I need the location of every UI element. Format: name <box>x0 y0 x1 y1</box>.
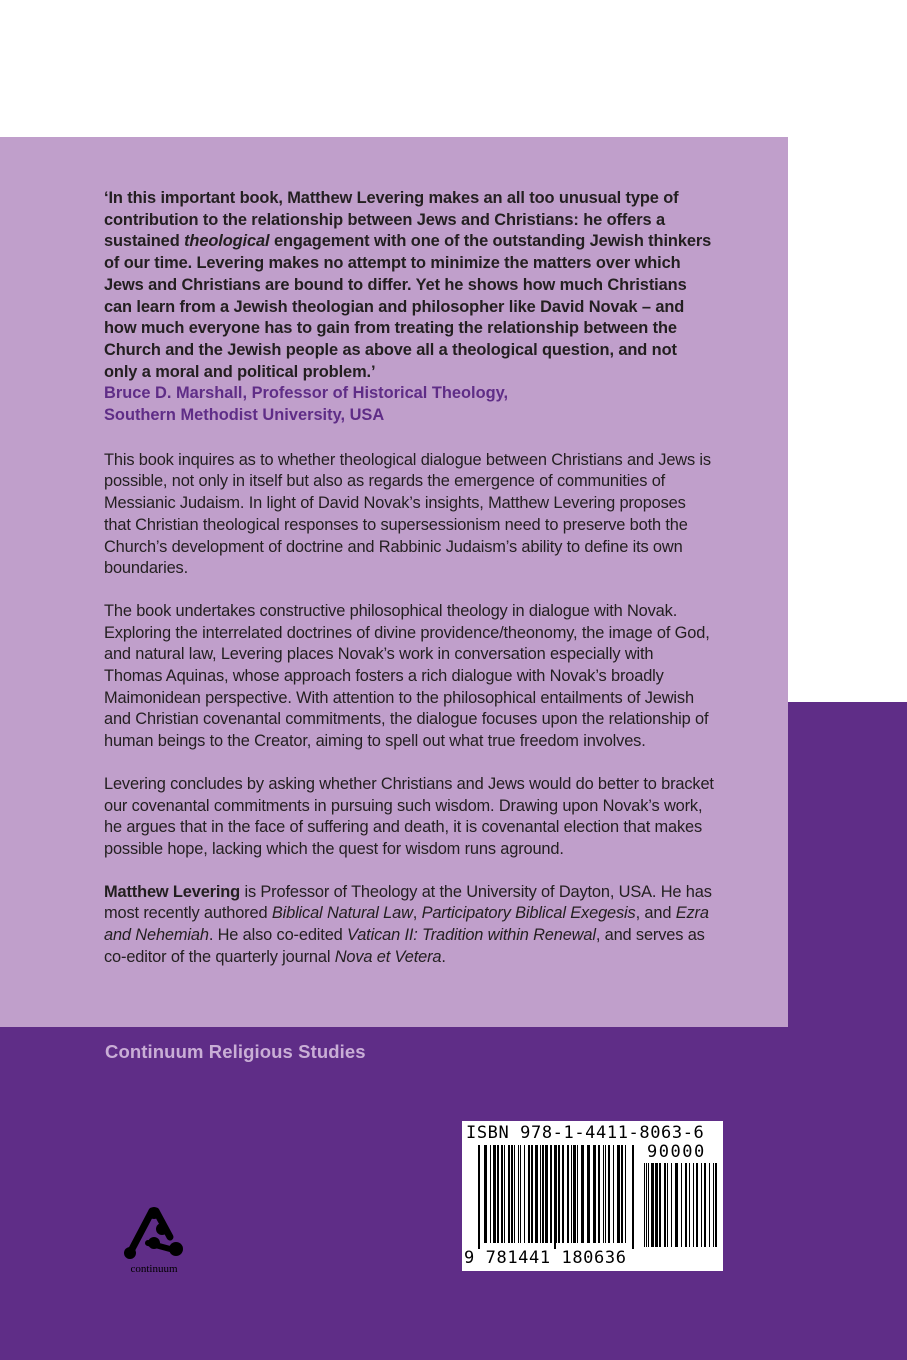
barcode-bar <box>484 1145 487 1243</box>
description-paragraph: The book undertakes constructive philosophical theology in dialogue with Novak. Exploring the interrelated doctrines of divine providence/theonomy, the image of God, and natural law, Levering places Novak’s work in conversation especially with Thomas Aquinas, whose approach fosters a rich dialogue with Novak’s broadly Maimonidean perspective. With attention to the philosophical entailments of Jewish and Christian covenantal commitments, the dialogue focuses upon the relationship of human beings to the Creator, aiming to spell out what true freedom involves. <box>104 601 710 751</box>
barcode-bar <box>571 1145 572 1243</box>
bio-text: is Professor of Theology at the University of Dayton, USA. He has most recently authored <box>104 882 712 923</box>
barcode-bar <box>511 1145 513 1243</box>
barcode-guard-bar <box>478 1145 480 1249</box>
barcode-bar <box>593 1145 596 1243</box>
barcode-bar <box>562 1145 564 1243</box>
barcode-bar <box>520 1145 521 1243</box>
barcode-bar <box>587 1145 590 1243</box>
barcode-bar <box>608 1145 610 1243</box>
barcode-bar <box>621 1145 623 1243</box>
barcode-bar <box>504 1145 505 1243</box>
barcode-bar <box>675 1163 678 1247</box>
description-paragraph: Levering concludes by asking whether Christians and Jews would do better to bracket our covenantal commitments in pursuing such wisdom. Drawing upon Novak’s work, he argues that in the face of suffering and death, it is covenantal election that makes possible hope, lacking which the quest for wisdom runs aground. <box>104 774 714 858</box>
barcode-bar <box>655 1163 658 1247</box>
barcode-bar <box>704 1163 706 1247</box>
ean-digits: 9 781441 180636 <box>464 1248 627 1268</box>
barcode-guard-bar <box>632 1145 634 1249</box>
barcode-bar <box>696 1163 698 1247</box>
barcode-bar <box>693 1163 694 1247</box>
back-cover-text <box>104 188 714 969</box>
barcode-bar <box>528 1145 530 1243</box>
book-title: Participatory Biblical Exegesis <box>421 904 636 923</box>
barcode-bar <box>646 1163 647 1247</box>
barcode-bar <box>577 1145 578 1243</box>
bio-text: , and serves as co-editor of the quarterly journal <box>104 926 705 966</box>
author-bio <box>104 882 714 969</box>
bio-text: , and <box>635 904 676 923</box>
barcode-bar <box>524 1145 525 1243</box>
barcode-bar <box>659 1163 661 1247</box>
barcode-bar <box>644 1163 645 1247</box>
endorsement-attribution <box>104 383 714 426</box>
quote-italic-word: theological <box>184 232 270 251</box>
journal-title: Nova et Vetera <box>334 947 442 966</box>
barcode-bar <box>664 1163 666 1247</box>
publisher-logo <box>118 1205 190 1275</box>
barcode-bar <box>701 1163 702 1247</box>
publisher-name: continuum <box>130 1263 178 1275</box>
barcode-bar <box>617 1145 620 1243</box>
quote-text-part: ‘In this important book, Matthew Levering makes an all too unusual type of contribution to the relationship between Jews and Christians: he offers a sustained <box>104 189 679 251</box>
barcode-bars <box>462 1143 723 1249</box>
barcode-bar <box>671 1163 672 1247</box>
barcode-bar <box>598 1145 600 1243</box>
bio-text: . He also co-edited <box>208 926 348 945</box>
barcode-bar <box>573 1145 576 1243</box>
barcode-bar <box>501 1145 503 1243</box>
barcode-bar <box>514 1145 515 1243</box>
barcode-bar <box>715 1163 717 1247</box>
barcode-guard-bar <box>554 1145 556 1249</box>
isbn-barcode <box>462 1121 723 1271</box>
barcode-bar <box>542 1145 544 1243</box>
attribution-line: Southern Methodist University, USA <box>104 406 385 425</box>
barcode-bar <box>713 1163 714 1247</box>
isbn-text: ISBN 978-1-4411-8063-6 <box>466 1123 705 1143</box>
barcode-bar <box>508 1145 510 1243</box>
barcode-bar <box>581 1145 584 1243</box>
book-title: Vatican II: Tradition within Renewal <box>347 926 596 945</box>
barcode-bar <box>535 1145 538 1243</box>
barcode-bar <box>648 1163 649 1247</box>
barcode-bar <box>667 1163 668 1247</box>
barcode-bar <box>497 1145 499 1243</box>
barcode-bar <box>625 1145 626 1243</box>
barcode-bar <box>567 1145 569 1243</box>
bio-text: . <box>441 947 446 966</box>
barcode-bar <box>681 1163 682 1247</box>
continuum-logo-icon <box>118 1205 190 1263</box>
barcode-bar <box>613 1145 614 1243</box>
barcode-bar <box>558 1145 560 1243</box>
endorsement-quote <box>104 188 714 383</box>
barcode-bar <box>545 1145 548 1243</box>
barcode-bar <box>490 1145 491 1243</box>
series-name: Continuum Religious Studies <box>105 1041 366 1062</box>
barcode-bar <box>651 1163 654 1247</box>
barcode-bar <box>689 1163 690 1247</box>
barcode-bar <box>518 1145 519 1243</box>
barcode-bar <box>709 1163 710 1247</box>
barcode-bar <box>605 1145 606 1243</box>
book-title: Ezra and Nehemiah <box>104 904 709 945</box>
bio-text: , <box>412 904 422 923</box>
description-paragraph: This book inquires as to whether theological dialogue between Christians and Jews is possible, not only in itself but also as regards the emergence of communities of Messianic Judaism. In light of David Novak’s insights, Matthew Levering proposes that Christian theological responses to supersessionism need to preserve both the Church’s development of doctrine and Rabbinic Judaism’s ability to define its own boundaries. <box>104 450 711 578</box>
author-name: Matthew Levering <box>104 882 241 901</box>
book-title: Biblical Natural Law <box>271 904 413 923</box>
barcode-bar <box>685 1163 687 1247</box>
quote-text-part: engagement with one of the outstanding Jewish thinkers of our time. Levering makes no attempt to minimize the matters over which Jews and Christians are bound to differ. Yet he shows how much Christians can learn from a Jewish theologian and philosopher like David Novak – and how much everyone has to gain from treating the relationship between the Church and the Jewish people as above all a theological question, and not only a moral and political problem.’ <box>104 232 712 381</box>
barcode-bar <box>493 1145 496 1243</box>
barcode-bar <box>531 1145 533 1243</box>
attribution-line: Bruce D. Marshall, Professor of Historical Theology, <box>104 384 509 403</box>
price-code: 90000 <box>647 1142 706 1162</box>
barcode-bar <box>540 1145 541 1243</box>
barcode-bar <box>603 1145 604 1243</box>
barcode-bar <box>550 1145 552 1243</box>
